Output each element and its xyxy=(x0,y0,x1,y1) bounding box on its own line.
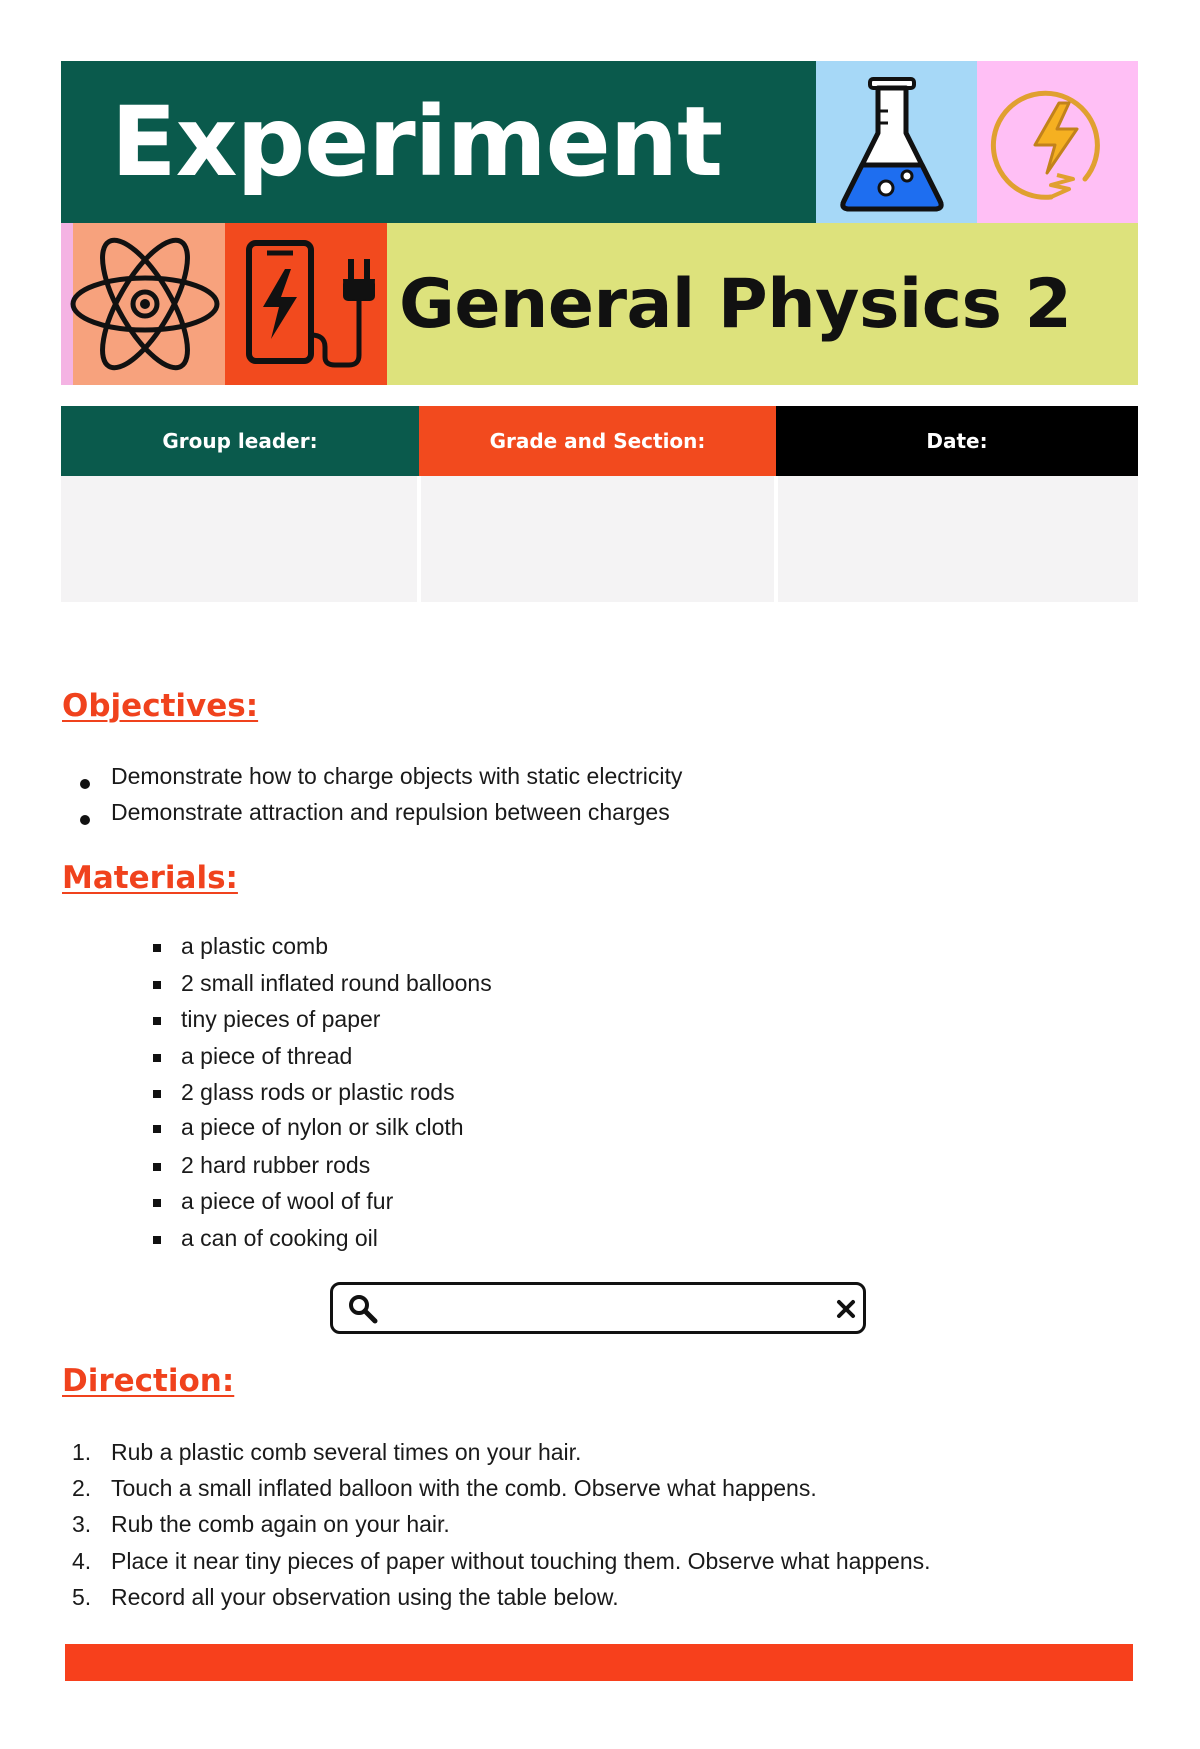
lightning-badge-icon xyxy=(977,61,1138,223)
grade-section-field[interactable] xyxy=(421,476,774,602)
material-item: 2 small inflated round balloons xyxy=(181,970,492,996)
lightning-tile xyxy=(977,61,1138,223)
direction-step: Place it near tiny pieces of paper without touching them. Observe what happens. xyxy=(111,1548,931,1574)
grade-section-label: Grade and Section: xyxy=(489,429,706,453)
material-item: a plastic comb xyxy=(181,933,329,959)
bullet-icon xyxy=(80,815,90,825)
date-label: Date: xyxy=(926,429,988,453)
step-number: 4. xyxy=(72,1548,92,1574)
atom-tile xyxy=(61,223,225,385)
title-banner xyxy=(61,61,816,223)
square-bullet-icon xyxy=(153,1125,161,1133)
material-item: tiny pieces of paper xyxy=(181,1006,381,1032)
grade-section-header xyxy=(419,406,776,476)
step-number: 5. xyxy=(72,1584,92,1610)
step-number: 1. xyxy=(72,1439,92,1465)
close-icon[interactable] xyxy=(836,1299,856,1319)
step-number: 3. xyxy=(72,1511,92,1537)
objective-item: Demonstrate how to charge objects with static electricity xyxy=(111,763,683,789)
direction-step: Touch a small inflated balloon with the comb. Observe what happens. xyxy=(111,1475,817,1501)
direction-step: Record all your observation using the table below. xyxy=(111,1584,619,1610)
subtitle-banner xyxy=(387,223,1138,385)
square-bullet-icon xyxy=(153,1090,161,1098)
page-subtitle: General Physics 2 xyxy=(399,264,1072,344)
objective-item: Demonstrate attraction and repulsion between charges xyxy=(111,799,670,825)
atom-icon xyxy=(61,223,225,385)
objectives-heading: Objectives: xyxy=(62,688,259,724)
square-bullet-icon xyxy=(153,1054,161,1062)
material-item: a piece of nylon or silk cloth xyxy=(181,1114,464,1140)
battery-plug-icon xyxy=(225,223,387,385)
materials-heading: Materials: xyxy=(62,860,238,896)
group-leader-label: Group leader: xyxy=(162,429,318,453)
search-icon[interactable] xyxy=(347,1293,379,1325)
direction-step: Rub the comb again on your hair. xyxy=(111,1511,450,1537)
date-field[interactable] xyxy=(778,476,1138,602)
step-number: 2. xyxy=(72,1475,92,1501)
square-bullet-icon xyxy=(153,1236,161,1244)
square-bullet-icon xyxy=(153,1017,161,1025)
page-title: Experiment xyxy=(111,86,722,198)
flask-icon xyxy=(816,61,977,223)
group-leader-header xyxy=(61,406,419,476)
date-header xyxy=(776,406,1138,476)
material-item: 2 glass rods or plastic rods xyxy=(181,1079,455,1105)
flask-tile xyxy=(816,61,977,223)
group-leader-field[interactable] xyxy=(61,476,417,602)
battery-tile xyxy=(225,223,387,385)
square-bullet-icon xyxy=(153,1199,161,1207)
square-bullet-icon xyxy=(153,981,161,989)
search-bar[interactable] xyxy=(330,1282,866,1334)
square-bullet-icon xyxy=(153,1163,161,1171)
footer-accent-bar xyxy=(65,1644,1133,1681)
bullet-icon xyxy=(80,779,90,789)
material-item: a piece of wool of fur xyxy=(181,1188,394,1214)
material-item: a piece of thread xyxy=(181,1043,353,1069)
direction-step: Rub a plastic comb several times on your hair. xyxy=(111,1439,582,1465)
direction-heading: Direction: xyxy=(62,1363,235,1399)
square-bullet-icon xyxy=(153,944,161,952)
material-item: 2 hard rubber rods xyxy=(181,1152,371,1178)
material-item: a can of cooking oil xyxy=(181,1225,378,1251)
